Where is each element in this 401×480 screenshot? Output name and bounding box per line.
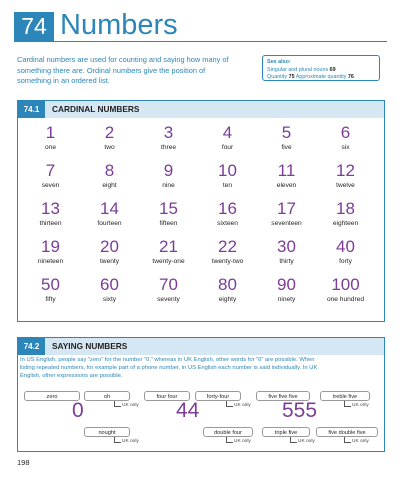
number-digit: 8 bbox=[104, 161, 115, 180]
note-uk-only: UK only bbox=[352, 439, 369, 444]
cardinal-numbers-section bbox=[17, 100, 385, 322]
note-uk-only: UK only bbox=[122, 403, 139, 408]
pill-four-four: four four bbox=[144, 391, 190, 401]
pill-forty-four: forty-four bbox=[195, 391, 241, 401]
number-word: sixteen bbox=[217, 220, 238, 227]
arrow-hook bbox=[114, 401, 121, 407]
arrow-hook bbox=[226, 401, 233, 407]
arrow-hook bbox=[226, 437, 233, 443]
pill-oh: oh bbox=[84, 391, 130, 401]
number-cell bbox=[22, 161, 79, 190]
note-uk-only: UK only bbox=[298, 439, 315, 444]
number-cell bbox=[140, 161, 197, 190]
number-digit: 11 bbox=[277, 161, 296, 180]
section-title: CARDINAL NUMBERS bbox=[52, 104, 140, 114]
number-cell bbox=[81, 199, 138, 228]
section-title: SAYING NUMBERS bbox=[52, 341, 128, 351]
number-cell bbox=[22, 199, 79, 228]
number-digit: 90 bbox=[277, 275, 296, 294]
pill-zero: zero bbox=[24, 391, 80, 401]
number-word: one hundred bbox=[326, 296, 365, 303]
number-cell bbox=[199, 123, 256, 152]
see-also-link-text[interactable]: Approximate quantity bbox=[295, 74, 347, 80]
see-also-label: See also: bbox=[267, 59, 291, 65]
see-also-page[interactable]: 69 bbox=[329, 66, 336, 73]
arrow-hook bbox=[344, 401, 351, 407]
number-cell bbox=[81, 275, 138, 304]
number-cell bbox=[258, 123, 315, 152]
number-word: nine bbox=[162, 182, 175, 189]
number-digit: 16 bbox=[218, 199, 237, 218]
number-digit: 30 bbox=[277, 237, 296, 256]
big-number-forty-four: 44 bbox=[176, 399, 200, 422]
number-cell bbox=[81, 123, 138, 152]
number-cell bbox=[22, 275, 79, 304]
chapter-title: Numbers bbox=[60, 9, 178, 41]
pill-five-five-five: five five five bbox=[256, 391, 310, 401]
number-cell bbox=[140, 199, 197, 228]
number-word: ninety bbox=[277, 296, 296, 303]
number-cell bbox=[81, 237, 138, 266]
number-word: fifty bbox=[45, 296, 56, 303]
pill-triple-five: triple five bbox=[262, 427, 310, 437]
number-word: twenty-two bbox=[211, 258, 244, 265]
number-cell bbox=[199, 275, 256, 304]
number-cell bbox=[258, 275, 315, 304]
number-digit: 17 bbox=[277, 199, 296, 218]
number-word: three bbox=[160, 144, 177, 151]
number-word: six bbox=[341, 144, 350, 151]
number-digit: 6 bbox=[340, 123, 351, 142]
number-word: twelve bbox=[336, 182, 355, 189]
number-word: thirteen bbox=[39, 220, 62, 227]
arrow-hook bbox=[114, 437, 121, 443]
number-digit: 3 bbox=[163, 123, 174, 142]
number-digit: 70 bbox=[159, 275, 178, 294]
number-cell bbox=[140, 237, 197, 266]
arrow-hook bbox=[344, 437, 351, 443]
number-digit: 12 bbox=[336, 161, 355, 180]
number-digit: 10 bbox=[218, 161, 237, 180]
see-also-page[interactable]: 75 bbox=[288, 74, 295, 80]
number-word: two bbox=[104, 144, 115, 151]
saying-numbers-text: In US English, people say “zero” for the number “0,” whereas in UK English, other words for “0” are possible. When listing repeated numbers, for example part of a phone number, in US English each number is said individually. In UK English, other expressions are possible. bbox=[20, 357, 318, 380]
number-cell bbox=[258, 161, 315, 190]
number-word: eight bbox=[102, 182, 117, 189]
number-cell bbox=[317, 123, 374, 152]
big-number-five-five-five: 555 bbox=[282, 399, 318, 422]
number-word: twenty-one bbox=[152, 258, 185, 265]
number-digit: 18 bbox=[336, 199, 355, 218]
pill-nought: nought bbox=[84, 427, 130, 437]
intro-text: Cardinal numbers are used for counting and saying how many of something there are. Ordinal numbers give the position of something in an ordered list. bbox=[17, 55, 229, 85]
pill-five-double-five: five double five bbox=[316, 427, 378, 437]
number-word: eleven bbox=[276, 182, 297, 189]
number-digit: 14 bbox=[100, 199, 119, 218]
number-word: fifteen bbox=[159, 220, 178, 227]
number-word: one bbox=[44, 144, 56, 151]
number-word: four bbox=[221, 144, 234, 151]
number-digit: 60 bbox=[100, 275, 119, 294]
pill-double-four: double four bbox=[203, 427, 253, 437]
chapter-number: 74 bbox=[21, 13, 47, 39]
number-digit: 7 bbox=[45, 161, 56, 180]
arrow-hook bbox=[290, 437, 297, 443]
number-word: eighteen bbox=[332, 220, 359, 227]
see-also-box bbox=[262, 55, 380, 81]
note-uk-only: UK only bbox=[234, 403, 251, 408]
see-also-link-text[interactable]: Quantity bbox=[267, 74, 288, 80]
number-cell bbox=[81, 161, 138, 190]
number-word: forty bbox=[339, 258, 352, 265]
number-digit: 15 bbox=[159, 199, 178, 218]
number-digit: 40 bbox=[336, 237, 355, 256]
chapter-rule bbox=[14, 41, 387, 42]
number-word: eighty bbox=[218, 296, 237, 303]
pill-treble-five: treble five bbox=[320, 391, 370, 401]
number-digit: 19 bbox=[41, 237, 60, 256]
number-digit: 21 bbox=[159, 237, 178, 256]
number-digit: 100 bbox=[331, 275, 360, 294]
number-word: nineteen bbox=[37, 258, 64, 265]
see-also-link-text[interactable]: Singular and plural nouns bbox=[267, 66, 329, 73]
number-word: seventeen bbox=[271, 220, 302, 227]
number-digit: 2 bbox=[104, 123, 115, 142]
number-cell bbox=[199, 161, 256, 190]
number-cell bbox=[258, 237, 315, 266]
number-word: five bbox=[281, 144, 292, 151]
number-cell bbox=[317, 237, 374, 266]
number-digit: 13 bbox=[41, 199, 60, 218]
number-word: sixty bbox=[102, 296, 117, 303]
big-number-zero: 0 bbox=[72, 399, 84, 422]
note-uk-only: UK only bbox=[122, 439, 139, 444]
section-number: 74.1 bbox=[18, 101, 45, 118]
number-cell bbox=[199, 199, 256, 228]
number-digit: 22 bbox=[218, 237, 237, 256]
number-word: ten bbox=[222, 182, 233, 189]
number-word: fourteen bbox=[97, 220, 122, 227]
number-word: seventy bbox=[157, 296, 180, 303]
number-cell bbox=[317, 161, 374, 190]
number-cell bbox=[199, 237, 256, 266]
section-number: 74.2 bbox=[18, 338, 45, 355]
see-also-page[interactable]: 76 bbox=[347, 74, 354, 80]
note-uk-only: UK only bbox=[234, 439, 251, 444]
number-word: seven bbox=[41, 182, 60, 189]
number-cell bbox=[140, 275, 197, 304]
number-cell bbox=[140, 123, 197, 152]
number-word: twenty bbox=[99, 258, 120, 265]
number-cell bbox=[22, 237, 79, 266]
number-digit: 5 bbox=[281, 123, 292, 142]
page-number: 198 bbox=[17, 458, 30, 467]
number-digit: 4 bbox=[222, 123, 233, 142]
number-cell bbox=[258, 199, 315, 228]
number-digit: 80 bbox=[218, 275, 237, 294]
number-digit: 20 bbox=[100, 237, 119, 256]
number-cell bbox=[22, 123, 79, 152]
number-digit: 50 bbox=[41, 275, 60, 294]
number-cell bbox=[317, 275, 374, 304]
number-word: thirty bbox=[279, 258, 294, 265]
number-cell bbox=[317, 199, 374, 228]
number-digit: 9 bbox=[163, 161, 174, 180]
note-uk-only: UK only bbox=[352, 403, 369, 408]
number-digit: 1 bbox=[45, 123, 56, 142]
